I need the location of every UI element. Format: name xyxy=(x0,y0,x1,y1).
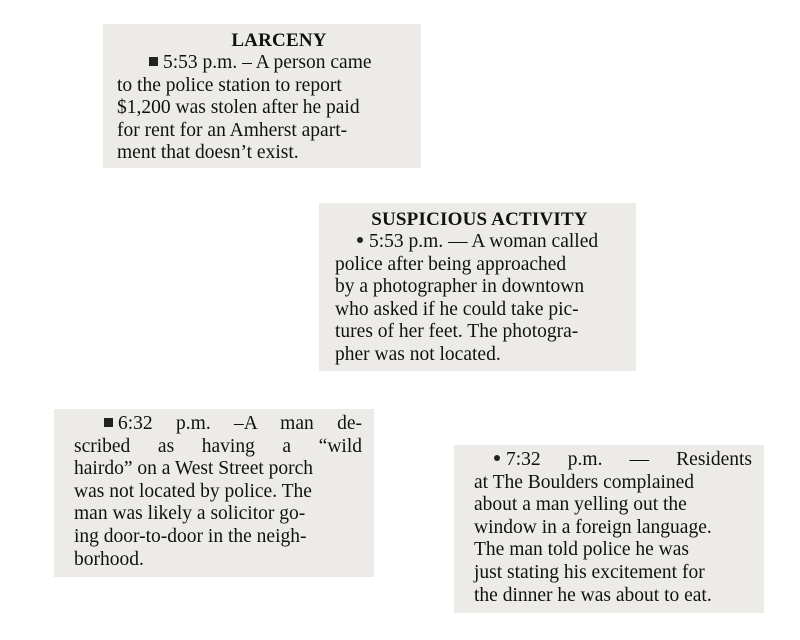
clipping-line-7: borhood. xyxy=(74,548,144,570)
clipping-heading: LARCENY xyxy=(231,30,327,51)
clipping-line-1: 7:32 p.m. — Residents xyxy=(474,449,752,472)
clipping-line-3: hairdo” on a West Street porch xyxy=(74,458,314,480)
clipping-body xyxy=(335,231,624,367)
clipping-line-6: ing door-to-door in the neigh- xyxy=(74,525,307,547)
clipping-heading: SUSPICIOUS ACTIVITY xyxy=(371,209,588,230)
clipping-line-6: just stating his excitement for xyxy=(474,561,705,583)
clipping-line-7: the dinner he was about to eat. xyxy=(474,584,712,606)
clipping-line-4: for rent for an Amherst apart- xyxy=(117,119,348,141)
clipping-line-2: police after being approached xyxy=(335,253,567,275)
clipping-line-5: ment that doesn’t exist. xyxy=(117,142,299,164)
round-bullet-icon xyxy=(357,237,363,243)
clipping-line-5: man was likely a solicitor go- xyxy=(74,503,306,525)
larceny-clipping xyxy=(103,24,421,168)
clipping-body xyxy=(474,449,752,607)
clipping-line-5: tures of her feet. The photogra- xyxy=(335,321,579,343)
clipping-line-4: was not located by police. The xyxy=(74,480,312,502)
clipping-line-1: 5:53 p.m. – A person came xyxy=(149,52,409,75)
clipping-line-3: by a photographer in downtown xyxy=(335,276,585,298)
suspicious-activity-clipping xyxy=(319,203,636,371)
clipping-line-1: 6:32 p.m. –A man de- xyxy=(74,413,362,436)
clipping-line-2: to the police station to report xyxy=(117,74,342,96)
clipping-line-5: The man told police he was xyxy=(474,539,689,561)
clipping-line-4: who asked if he could take pic- xyxy=(335,298,579,320)
boulders-clipping xyxy=(454,445,764,613)
clipping-body xyxy=(117,52,409,165)
clipping-line-2: at The Boulders complained xyxy=(474,471,695,493)
clipping-line-1: 5:53 p.m. — A woman called xyxy=(335,231,624,254)
clipping-line-3: about a man yelling out the xyxy=(474,494,687,516)
porch-clipping xyxy=(54,409,374,577)
square-bullet-icon xyxy=(104,418,113,427)
clipping-line-6: pher was not located. xyxy=(335,343,501,365)
clipping-line-4: window in a foreign language. xyxy=(474,516,712,538)
clipping-line-2: scribed as having a “wild xyxy=(74,435,362,457)
square-bullet-icon xyxy=(149,57,158,66)
clipping-body xyxy=(74,413,362,571)
round-bullet-icon xyxy=(494,455,500,461)
clipping-line-3: $1,200 was stolen after he paid xyxy=(117,97,360,119)
